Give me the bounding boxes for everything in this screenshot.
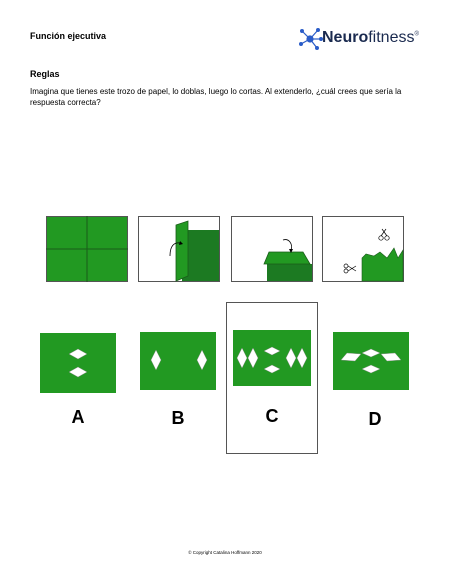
- option-c-image[interactable]: [233, 330, 311, 386]
- step-3-second-fold: [231, 216, 313, 282]
- brand-name-light: fitness: [368, 29, 415, 46]
- option-d-letter[interactable]: D: [368, 409, 382, 429]
- neuron-icon: [300, 29, 323, 50]
- step-1-full-paper: [46, 216, 128, 282]
- brand-name-bold: Neuro: [322, 29, 369, 46]
- option-b-letter[interactable]: B: [171, 408, 185, 428]
- step-4-cut: [322, 216, 404, 282]
- step-2-first-fold: [138, 216, 220, 282]
- option-a-letter[interactable]: A: [71, 407, 85, 427]
- option-b-image[interactable]: [140, 332, 216, 390]
- option-a-image[interactable]: [40, 333, 116, 393]
- option-c-letter[interactable]: C: [265, 406, 279, 426]
- rules-text: Imagina que tienes este trozo de papel, lo doblas, luego lo cortas. Al extenderlo, ¿cuál crees que sería la respuesta correcta?: [30, 87, 402, 107]
- copyright-footer: © Copyright Catalina Hoffmann 2020: [188, 550, 262, 555]
- rules-heading: Reglas: [30, 69, 60, 79]
- page-title: Función ejecutiva: [30, 31, 107, 41]
- registered-mark: ®: [414, 31, 419, 38]
- brand-name: [322, 29, 419, 47]
- option-d-image[interactable]: [333, 332, 409, 390]
